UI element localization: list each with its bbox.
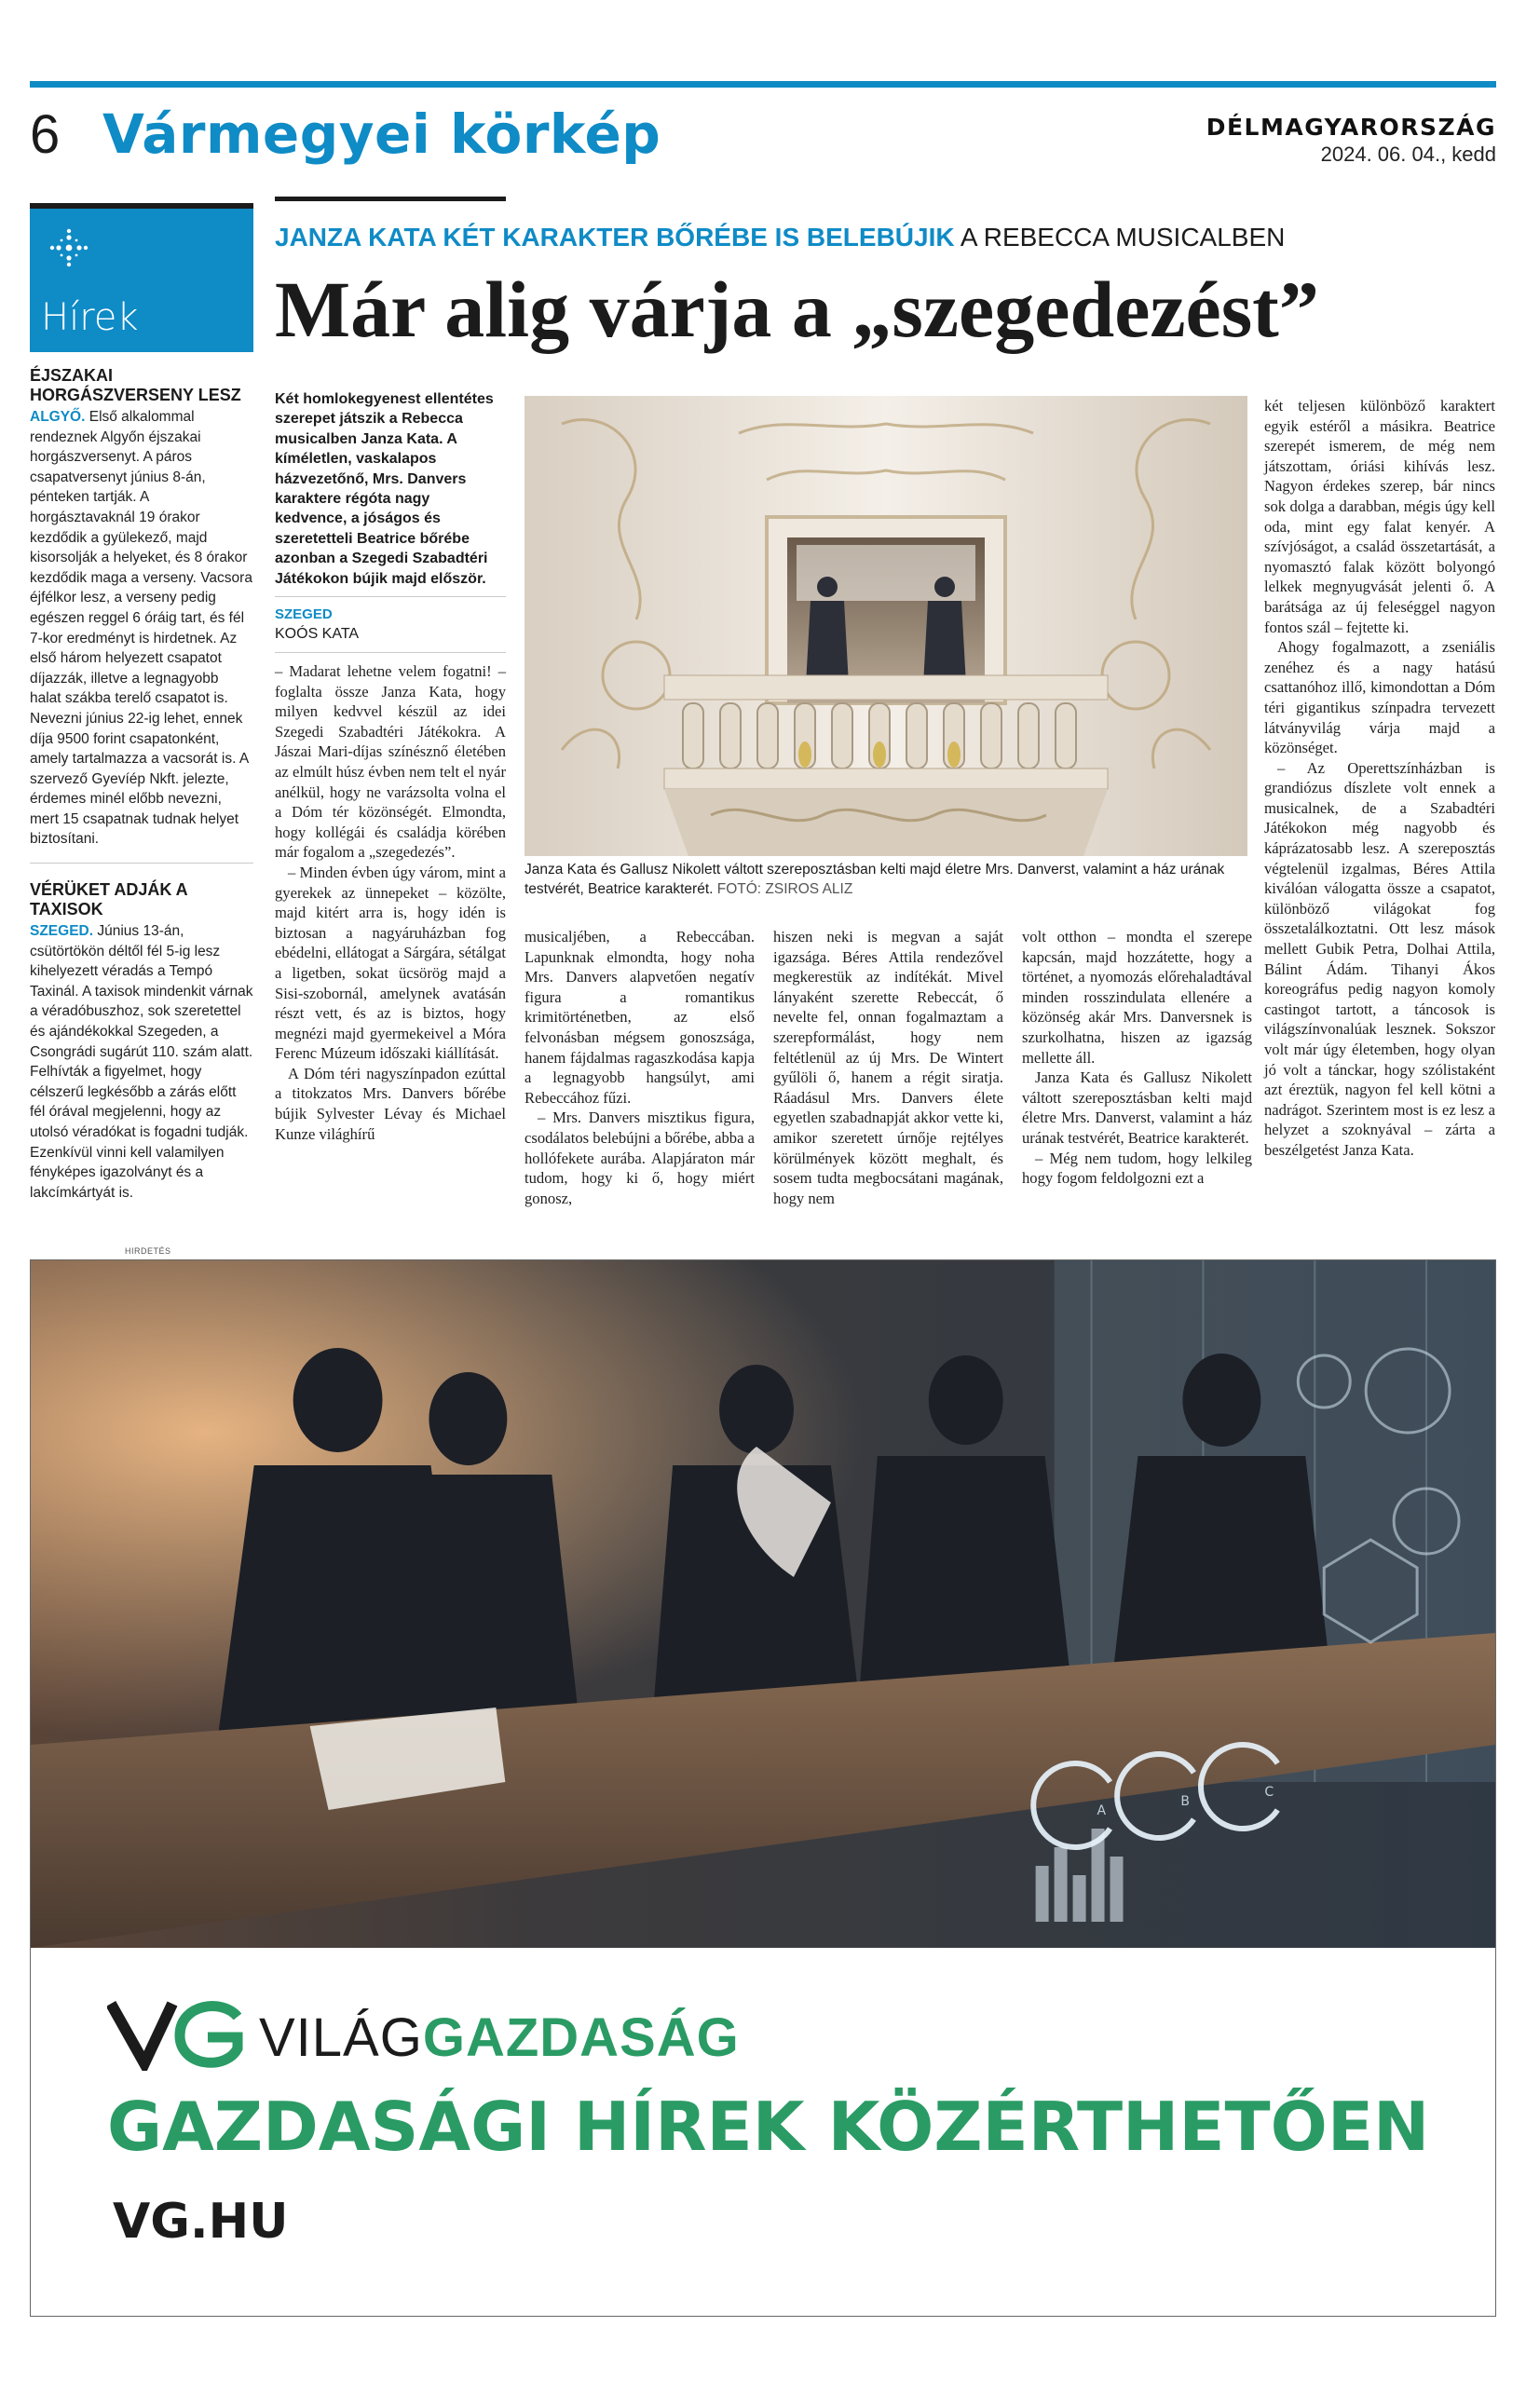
byline-author: KOÓS KATA bbox=[275, 626, 360, 642]
photo-credit: FOTÓ: ZSIROS ALIZ bbox=[713, 881, 853, 897]
brief-place: ALGYŐ. bbox=[30, 409, 86, 425]
paragraph: – Még nem tudom, hogy lelkileg hogy fogom feldolgozni ezt a bbox=[1022, 1149, 1252, 1188]
article-photo bbox=[525, 396, 1247, 856]
paragraph: volt otthon – mondta el szerepe kapcsán, majd hozzátette, hogy a történet, a nyomozás előrehaladtával minden rosszindulata ellenére a közönség akár Mrs. Danversnek is szurkolhatna, hiszen az igazság mellette áll. bbox=[1022, 928, 1252, 1067]
article-column-3 bbox=[773, 927, 1003, 1208]
chart-label: B bbox=[1180, 1793, 1191, 1810]
brand-part: VILÁG bbox=[259, 2007, 423, 2068]
brief-item bbox=[30, 366, 253, 850]
kicker-rule bbox=[275, 197, 506, 201]
brief-title: ÉJSZAKAI HORGÁSZVERSENY LESZ bbox=[30, 366, 241, 404]
paper-name: DÉLMAGYARORSZÁG bbox=[1206, 114, 1496, 141]
masthead bbox=[1206, 114, 1496, 168]
ad-brand bbox=[259, 2006, 740, 2071]
brand-part: GAZDASÁG bbox=[422, 2007, 740, 2068]
brief-title: VÉRÜKET ADJÁK A TAXISOK bbox=[30, 880, 188, 919]
kicker-rest: A REBECCA MUSICALBEN bbox=[954, 223, 1286, 252]
article-column-1 bbox=[275, 661, 506, 1144]
brief-item bbox=[30, 880, 253, 1203]
chart-label: C bbox=[1264, 1784, 1274, 1801]
news-box bbox=[30, 203, 253, 352]
article-column-4 bbox=[1022, 927, 1252, 1189]
brief-body bbox=[30, 921, 253, 1203]
vg-logo bbox=[107, 1996, 247, 2071]
kicker-highlight: JANZA KATA KÉT KARAKTER BŐRÉBE IS BELEBÚJIK bbox=[275, 223, 955, 252]
article-lead: Két homlokegyenest ellentétes szerepet játszik a Rebecca musicalben Janza Kata. A kíméletlen, vaskalapos házvezetőnő, Mrs. Danvers karaktere régóta nagy kedvence, a jóságos és szeretetteli Beatrice bőrébe azonban a Szegedi Szabadtéri Játékokon bújik majd először. bbox=[275, 391, 494, 587]
article-headline: Már alig várja a „szegedezést” bbox=[275, 265, 1319, 354]
article-column-5 bbox=[1264, 396, 1495, 1161]
paragraph: Ahogy fogalmazott, a zseniális zenéhez és a nagy hatású csattanóhoz illő, kimondottan a Dóm téri gigantikus színpadra tervezett látványvilág várja majd a közönséget. bbox=[1264, 638, 1495, 757]
brief-text: Első alkalommal rendeznek Algyőn éjszakai horgászversenyt. A páros csapatversenyt június 8-án, pénteken tartják. A horgásztavaknál 19 órakor kezdődik a gyülekező, majd kisorsolják a helyeket, és 8 órakor kezdődik maga a verseny. Vacsora éjfélkor lesz, a verseny pedig egészen reggel 6 óráig tart, és fél 7-kor eredményt is hirdetnek. Az első három helyezett csapatot díjazzák, illetve a legnagyobb halat szákba terelő csapatot is. Nevezni június 22-ig lehet, ennek díja 9500 forint csapatonként, amely tartalmazza a vacsorát is. A szervező Gyevíép Nkft. jelezte, érdemes minél előbb nevezni, mert 15 csapatnak tudnak helyet biztosítani. bbox=[30, 409, 252, 848]
paragraph: Janza Kata és Gallusz Nikolett váltott szereposztásban kelti majd életre Mrs. Danverst, valamint a ház urának testvérét, Beatrice karakterét. bbox=[1022, 1068, 1252, 1147]
photo-caption bbox=[525, 860, 1247, 899]
ad-label: HIRDETÉS bbox=[125, 1246, 171, 1256]
paragraph: – Madarat lehetne velem fogatni! – foglalta össze Janza Kata, hogy milyen kedvvel készül az idei Szegedi Szabadtéri Játékokra. A Jászai Mari-díjas színésznő életében az elmúlt húsz évben nem telt el nyár anélkül, hogy ne varázsolta volna el a Dóm tér közönségét. Elmondta, hogy kollégái és családja körében már fogalom a „szegedezés”. bbox=[275, 662, 506, 862]
article-kicker bbox=[275, 222, 1285, 253]
news-label: Hírek bbox=[41, 296, 139, 339]
balcony-photo bbox=[525, 396, 1247, 856]
brief-place: SZEGED. bbox=[30, 923, 94, 940]
page-number: 6 bbox=[30, 104, 61, 165]
section-title: Vármegyei körkép bbox=[102, 102, 661, 166]
dotted-plus-icon bbox=[48, 227, 89, 268]
paragraph: A Dóm téri nagyszínpadon ezúttal a titokzatos Mrs. Danvers bőrébe bújik Sylvester Lévay és Michael Kunze világhírű bbox=[275, 1064, 506, 1143]
ad-slogan: GAZDASÁGI HÍREK KÖZÉRTHETŐEN bbox=[107, 2088, 1430, 2166]
briefs-column bbox=[30, 366, 253, 1203]
ad-photo bbox=[31, 1260, 1495, 1948]
chart-label: A bbox=[1097, 1803, 1107, 1819]
brief-text: Június 13-án, csütörtökön déltől fél 5-ig lesz kihelyezett véradás a Tempó Taxinál. A taxisok mindenkit várnak a véradóbuszhoz, sok szeretettel és ajándékokkal Szegeden, a Csongrádi sugárút 110. szám alatt. Felhívták a figyelmet, hogy célszerű legkésőbb a zárás előtt fél órával megjelenni, hogy az utolsó véradókat is fogadni tudják. Ezenkívül vinni kell valamilyen fényképes igazolványt és a lakcímkártyát is. bbox=[30, 923, 253, 1201]
byline-place: SZEGED bbox=[275, 606, 333, 622]
paragraph: hiszen neki is megvan a saját igazsága. Béres Attila rendezővel megkerestük az indítékát. Mivel lányaként szerette Rebeccát, ő nevelte fel, onnan fogalmaztam a szerepformálást, hogy nem feltétlenül az új Mrs. De Wintert gyűlöli ő, hanem a régit siratja. Ráadásul Mrs. Danvers élete egyetlen szabadnapját akkor vette ki, amikor szeretett úrnője rejtélyes körülmények között meghalt, és sosem tudta megbocsátani magának, hogy nem bbox=[773, 928, 1003, 1207]
paragraph: – Minden évben úgy várom, mint a gyerekek az ünnepeket – közölte, majd kitért arra is, hogy idén is biztosan a nagyáruházban fog ebédelni, ellátogat a Sárgára, sétálgat a ligetben, sokat ücsörög majd a Sisi-szobornál, amelynek avatásán részt vett, és az is biztos, hogy megnézi majd gyermekeivel a Móra Ferenc Múzeum időszaki kiállítását. bbox=[275, 863, 506, 1063]
meeting-photo bbox=[31, 1260, 1495, 1948]
paragraph: musicaljében, a Rebeccában. Lapunknak elmondta, hogy noha Mrs. Danvers alapvetően negatív figura a romantikus krimitörténetben, az első felvonásban mégsem gonoszsága, hanem fájdalmas ragaszkodása kapja a legnagyobb hangsúlyt, ami Rebeccához fűzi. bbox=[525, 928, 755, 1107]
brief-body bbox=[30, 407, 253, 850]
article-column-2 bbox=[525, 927, 755, 1208]
byline-rule bbox=[275, 596, 506, 597]
issue-date: 2024. 06. 04., kedd bbox=[1320, 143, 1496, 166]
ad-url[interactable]: VG.HU bbox=[113, 2194, 289, 2250]
caption-text: Janza Kata és Gallusz Nikolett váltott szereposztásban kelti majd életre Mrs. Danverst, valamint a ház urának testvérét, Beatrice karakterét. bbox=[525, 862, 1225, 897]
paragraph: – Mrs. Danvers misztikus figura, csodálatos belebújni a bőrébe, abba a hollófekete aurába. Alapjáraton már tudom, hogy ki ő, hogy miért gonosz, bbox=[525, 1109, 755, 1207]
brief-divider bbox=[30, 863, 253, 864]
byline-rule bbox=[275, 652, 506, 653]
paragraph: – Az Operettszínházban is grandiózus díszlete volt ennek a musicalnek, de a Szabadtéri Játékokon még nagyobb és káprázatosabb lesz. A szereposztás végtelenül izgalmas, Béres Attila kiválóan válogatta össze a csapatot, különböző világokat fog összetalálkoztatni. Ott lesz mások mellett Gubik Petra, Dolhai Attila, Bálint Ádám. Tihanyi Ákos koreográfus pedig nagyon komoly castingot tartott, a táncosok is világszínvonalúak lesznek. Sokszor volt már úgy életemben, hogy olyan jó volt a tánckar, hogy szólistaként azt éreztük, nagyon fel kell kötni a nadrágot. Szerintem most is ez lesz a helyzet a szoknyával – zárta a beszélgetést Janza Kata. bbox=[1264, 758, 1495, 1159]
paragraph: két teljesen különböző karaktert egyik estéről a másikra. Beatrice szerepét ismerem, de még nem játszottam, óriási kihívás lesz. Nagyon érdekes szerep, bár nincs sok dolga a darabban, mégis úgy kell oda, mint egy falat kenyér. A szívjóságot, a család összetartását, a nyomasztó falak között bolyongó lelkek megnyugvását jelenti ő. A barátsága az új feleséggel nagyon fontos szál – fejtette ki. bbox=[1264, 397, 1495, 636]
advertisement[interactable] bbox=[30, 1259, 1496, 2317]
top-rule bbox=[30, 81, 1496, 88]
